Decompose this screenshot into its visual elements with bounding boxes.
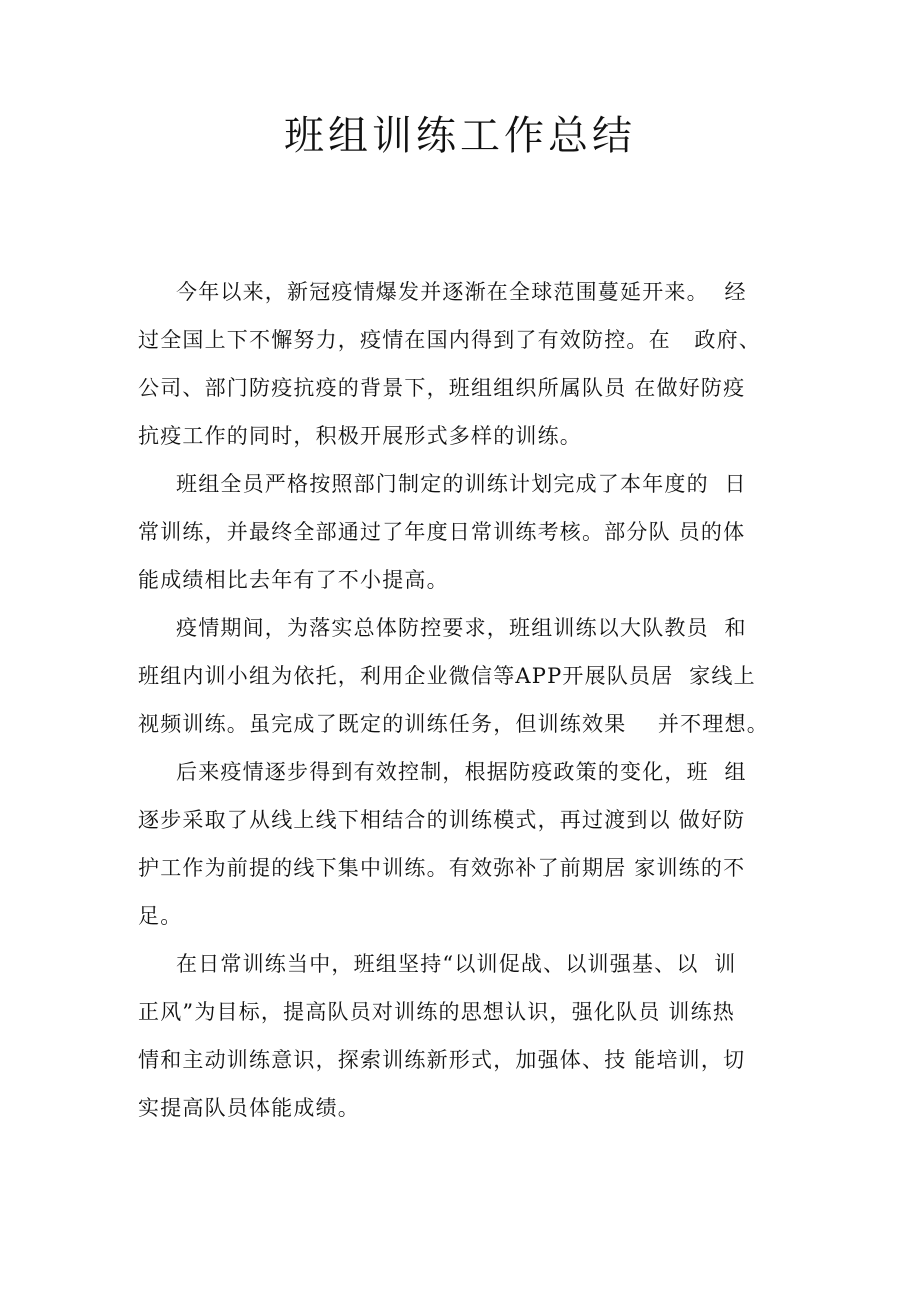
paragraph-line: 护工作为前提的线下集中训练。有效弥补了前期居 家训练的不 (138, 856, 746, 880)
paragraph-line: 公司、部门防疫抗疫的背景下，班组组织所属队员 在做好防疫 (138, 376, 746, 400)
paragraph-line: 足。 (138, 904, 183, 928)
paragraph-3 (138, 610, 798, 754)
paragraph-1 (138, 274, 798, 466)
document-title: 班组训练工作总结 (284, 113, 636, 159)
paragraph-line: 疫情期间，为落实总体防控要求，班组训练以大队教员 和 (176, 616, 747, 640)
paragraph-line: 常训练，并最终全部通过了年度日常训练考核。部分队 员的体 (138, 520, 746, 544)
paragraph-line: 抗疫工作的同时，积极开展形式多样的训练。 (138, 424, 582, 448)
paragraph-line: 情和主动训练意识，探索训练新形式，加强体、技 能培训，切 (138, 1048, 746, 1072)
paragraph-5 (138, 946, 798, 1138)
paragraph-line: 今年以来，新冠疫情爆发并逐渐在全球范围蔓延开来。 经 (176, 280, 747, 304)
paragraph-line: 能成绩相比去年有了不小提高。 (138, 568, 449, 592)
paragraph-line: 视频训练。虽完成了既定的训练任务，但训练效果 并不理想。 (138, 712, 769, 736)
paragraph-line: 班组内训小组为依托，利用企业微信等APP开展队员居 家线上 (138, 664, 756, 688)
paragraph-line: 实提高队员体能成绩。 (138, 1096, 360, 1120)
paragraph-line: 逐步采取了从线上线下相结合的训练模式，再过渡到以 做好防 (138, 808, 746, 832)
paragraph-line: 后来疫情逐步得到有效控制，根据防疫政策的变化，班 组 (176, 760, 747, 784)
paragraph-line: 班组全员严格按照部门制定的训练计划完成了本年度的 日 (176, 472, 747, 496)
paragraph-line: 过全国上下不懈努力，疫情在国内得到了有效防控。在 政府、 (138, 328, 762, 352)
paragraph-line: 在日常训练当中，班组坚持“以训促战、以训强基、以 训 (176, 952, 737, 976)
paragraph-line: 正风”为目标，提高队员对训练的思想认识，强化队员 训练热 (138, 1000, 736, 1024)
paragraph-4 (138, 754, 798, 946)
document-body (138, 274, 798, 1138)
paragraph-2 (138, 466, 798, 610)
